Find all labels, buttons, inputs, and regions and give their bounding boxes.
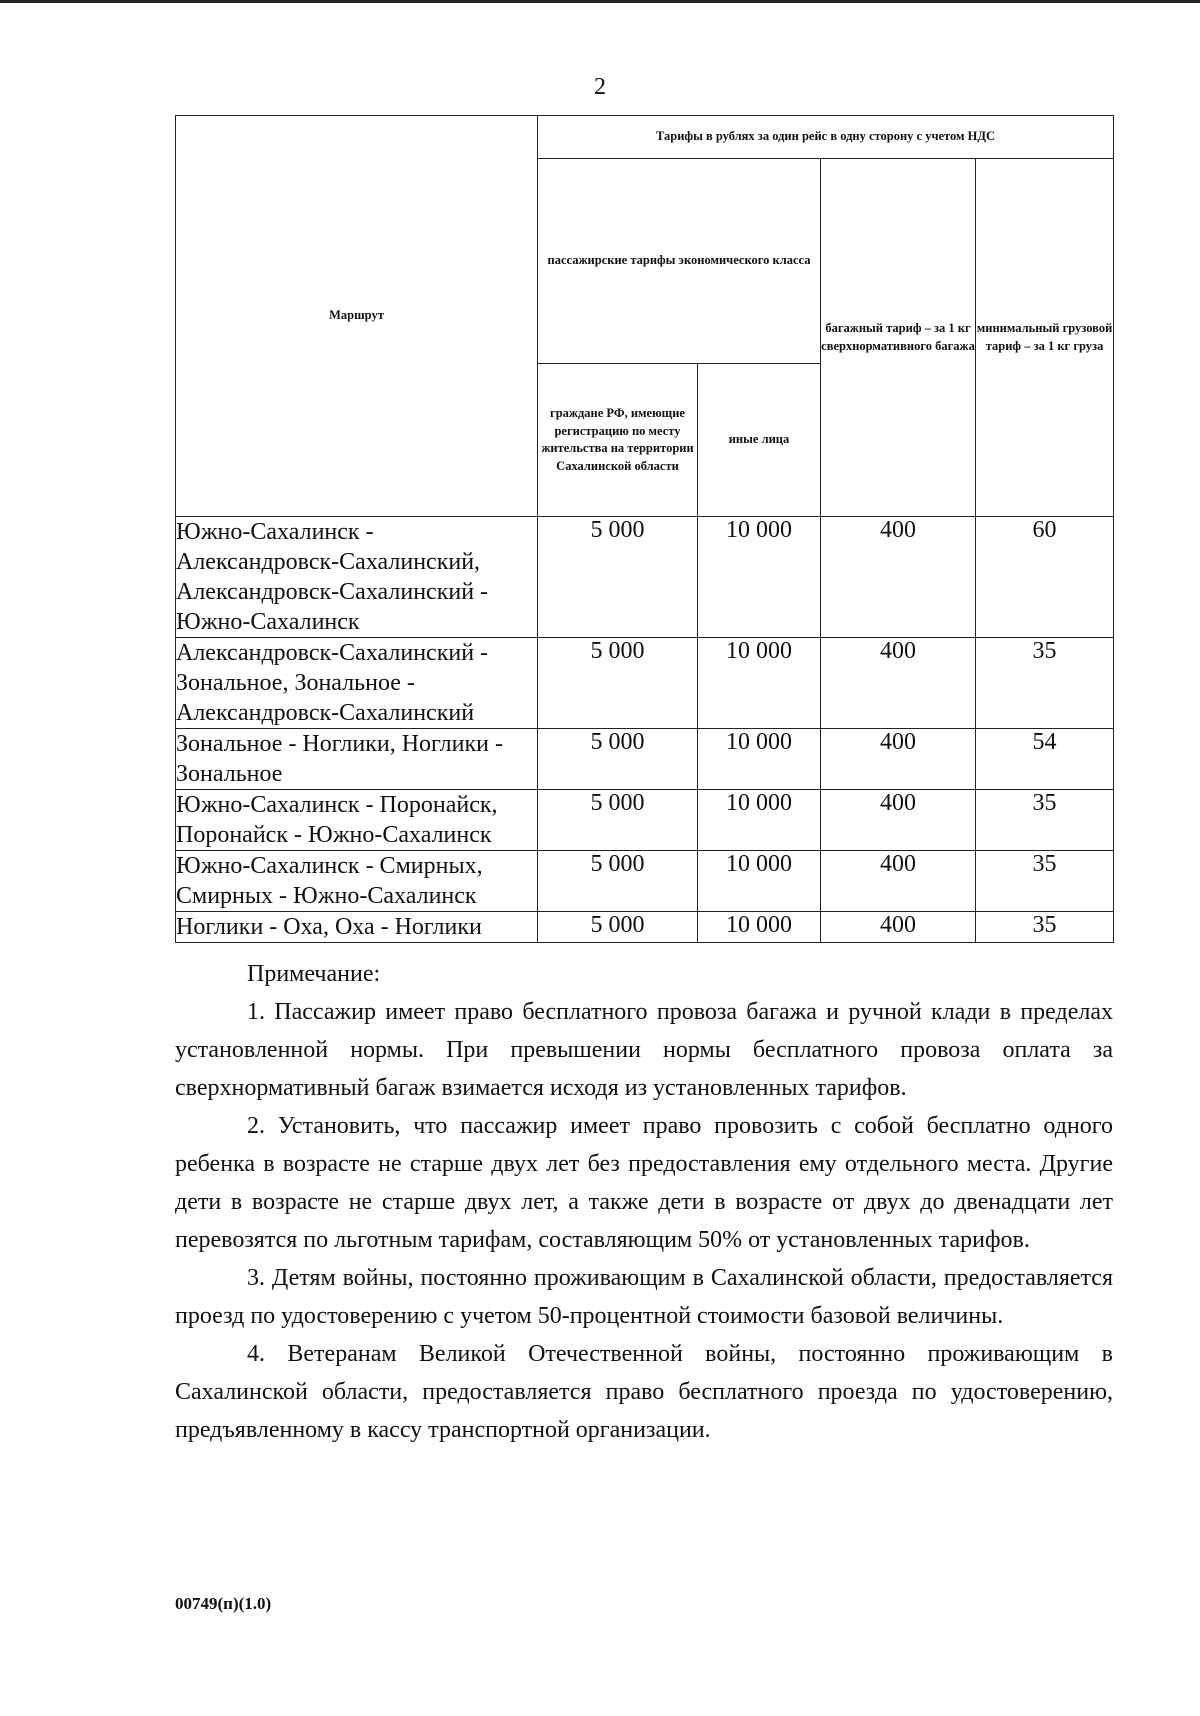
- others-tariff-cell: 10 000: [698, 851, 821, 912]
- baggage-tariff-cell: 400: [821, 790, 976, 851]
- table-row: [176, 729, 1114, 790]
- cargo-tariff-cell: 35: [976, 912, 1114, 943]
- cargo-tariff-header: минимальный грузовой тариф – за 1 кг груза: [976, 159, 1114, 517]
- baggage-tariff-cell: 400: [821, 912, 976, 943]
- others-tariff-cell: 10 000: [698, 517, 821, 638]
- baggage-tariff-cell: 400: [821, 851, 976, 912]
- note-item: 2. Установить, что пассажир имеет право провозить с собой бесплатно одного ребенка в возрасте не старше двух лет без предоставления ему отдельного места. Другие дети в возрасте не старше двух лет, а также дети в возрасте от двух до двенадцати лет перевозятся по льготным тарифам, составляющим 50% от установленных тарифов.: [175, 1113, 1113, 1253]
- tariff-table: [175, 115, 1114, 943]
- route-cell: Александровск-Сахалинский - Зональное, Зональное - Александровск-Сахалинский: [176, 638, 538, 729]
- others-tariff-cell: 10 000: [698, 729, 821, 790]
- citizens-tariff-cell: 5 000: [538, 729, 698, 790]
- route-cell: Южно-Сахалинск - Александровск-Сахалинский, Александровск-Сахалинский - Южно-Сахалинск: [176, 517, 538, 638]
- citizens-tariff-cell: 5 000: [538, 790, 698, 851]
- economy-class-header: пассажирские тарифы экономического класса: [538, 159, 821, 364]
- tariff-group-header: Тарифы в рублях за один рейс в одну сторону с учетом НДС: [538, 116, 1114, 159]
- baggage-tariff-header: багажный тариф – за 1 кг сверхнормативного багажа: [821, 159, 976, 517]
- notes-section: [175, 955, 1113, 1449]
- baggage-tariff-cell: 400: [821, 729, 976, 790]
- others-tariff-cell: 10 000: [698, 638, 821, 729]
- cargo-tariff-cell: 60: [976, 517, 1114, 638]
- note-item: 1. Пассажир имеет право бесплатного провоза багажа и ручной клади в пределах установленной нормы. При превышении нормы бесплатного провоза оплата за сверхнормативный багаж взимается исходя из установленных тарифов.: [175, 999, 1113, 1101]
- cargo-tariff-cell: 35: [976, 638, 1114, 729]
- table-row: [176, 851, 1114, 912]
- route-cell: Зональное - Ноглики, Ноглики - Зональное: [176, 729, 538, 790]
- citizens-tariff-cell: 5 000: [538, 851, 698, 912]
- table-row: [176, 912, 1114, 943]
- note-item: 3. Детям войны, постоянно проживающим в Сахалинской области, предоставляется проезд по удостоверению с учетом 50-процентной стоимости базовой величины.: [175, 1265, 1113, 1329]
- route-cell: Южно-Сахалинск - Поронайск, Поронайск - Южно-Сахалинск: [176, 790, 538, 851]
- route-cell: Южно-Сахалинск - Смирных, Смирных - Южно-Сахалинск: [176, 851, 538, 912]
- others-tariff-header: иные лица: [698, 364, 821, 517]
- citizens-tariff-cell: 5 000: [538, 638, 698, 729]
- table-row: [176, 790, 1114, 851]
- notes-title: Примечание:: [247, 961, 381, 987]
- route-column-header: Маршрут: [176, 116, 538, 517]
- note-item: 4. Ветеранам Великой Отечественной войны, постоянно проживающим в Сахалинской области, предоставляется право бесплатного проезда по удостоверению, предъявленному в кассу транспортной организации.: [175, 1341, 1113, 1443]
- cargo-tariff-cell: 54: [976, 729, 1114, 790]
- document-code: 00749(п)(1.0): [175, 1594, 272, 1613]
- table-row: [176, 638, 1114, 729]
- cargo-tariff-cell: 35: [976, 851, 1114, 912]
- baggage-tariff-cell: 400: [821, 517, 976, 638]
- table-row: [176, 517, 1114, 638]
- page-number: 2: [594, 74, 606, 100]
- citizens-tariff-cell: 5 000: [538, 912, 698, 943]
- citizens-tariff-header: граждане РФ, имеющие регистрацию по месту жительства на территории Сахалинской области: [538, 364, 698, 517]
- others-tariff-cell: 10 000: [698, 790, 821, 851]
- others-tariff-cell: 10 000: [698, 912, 821, 943]
- route-cell: Ноглики - Оха, Оха - Ноглики: [176, 912, 538, 943]
- cargo-tariff-cell: 35: [976, 790, 1114, 851]
- baggage-tariff-cell: 400: [821, 638, 976, 729]
- citizens-tariff-cell: 5 000: [538, 517, 698, 638]
- scan-top-edge: [0, 0, 1200, 3]
